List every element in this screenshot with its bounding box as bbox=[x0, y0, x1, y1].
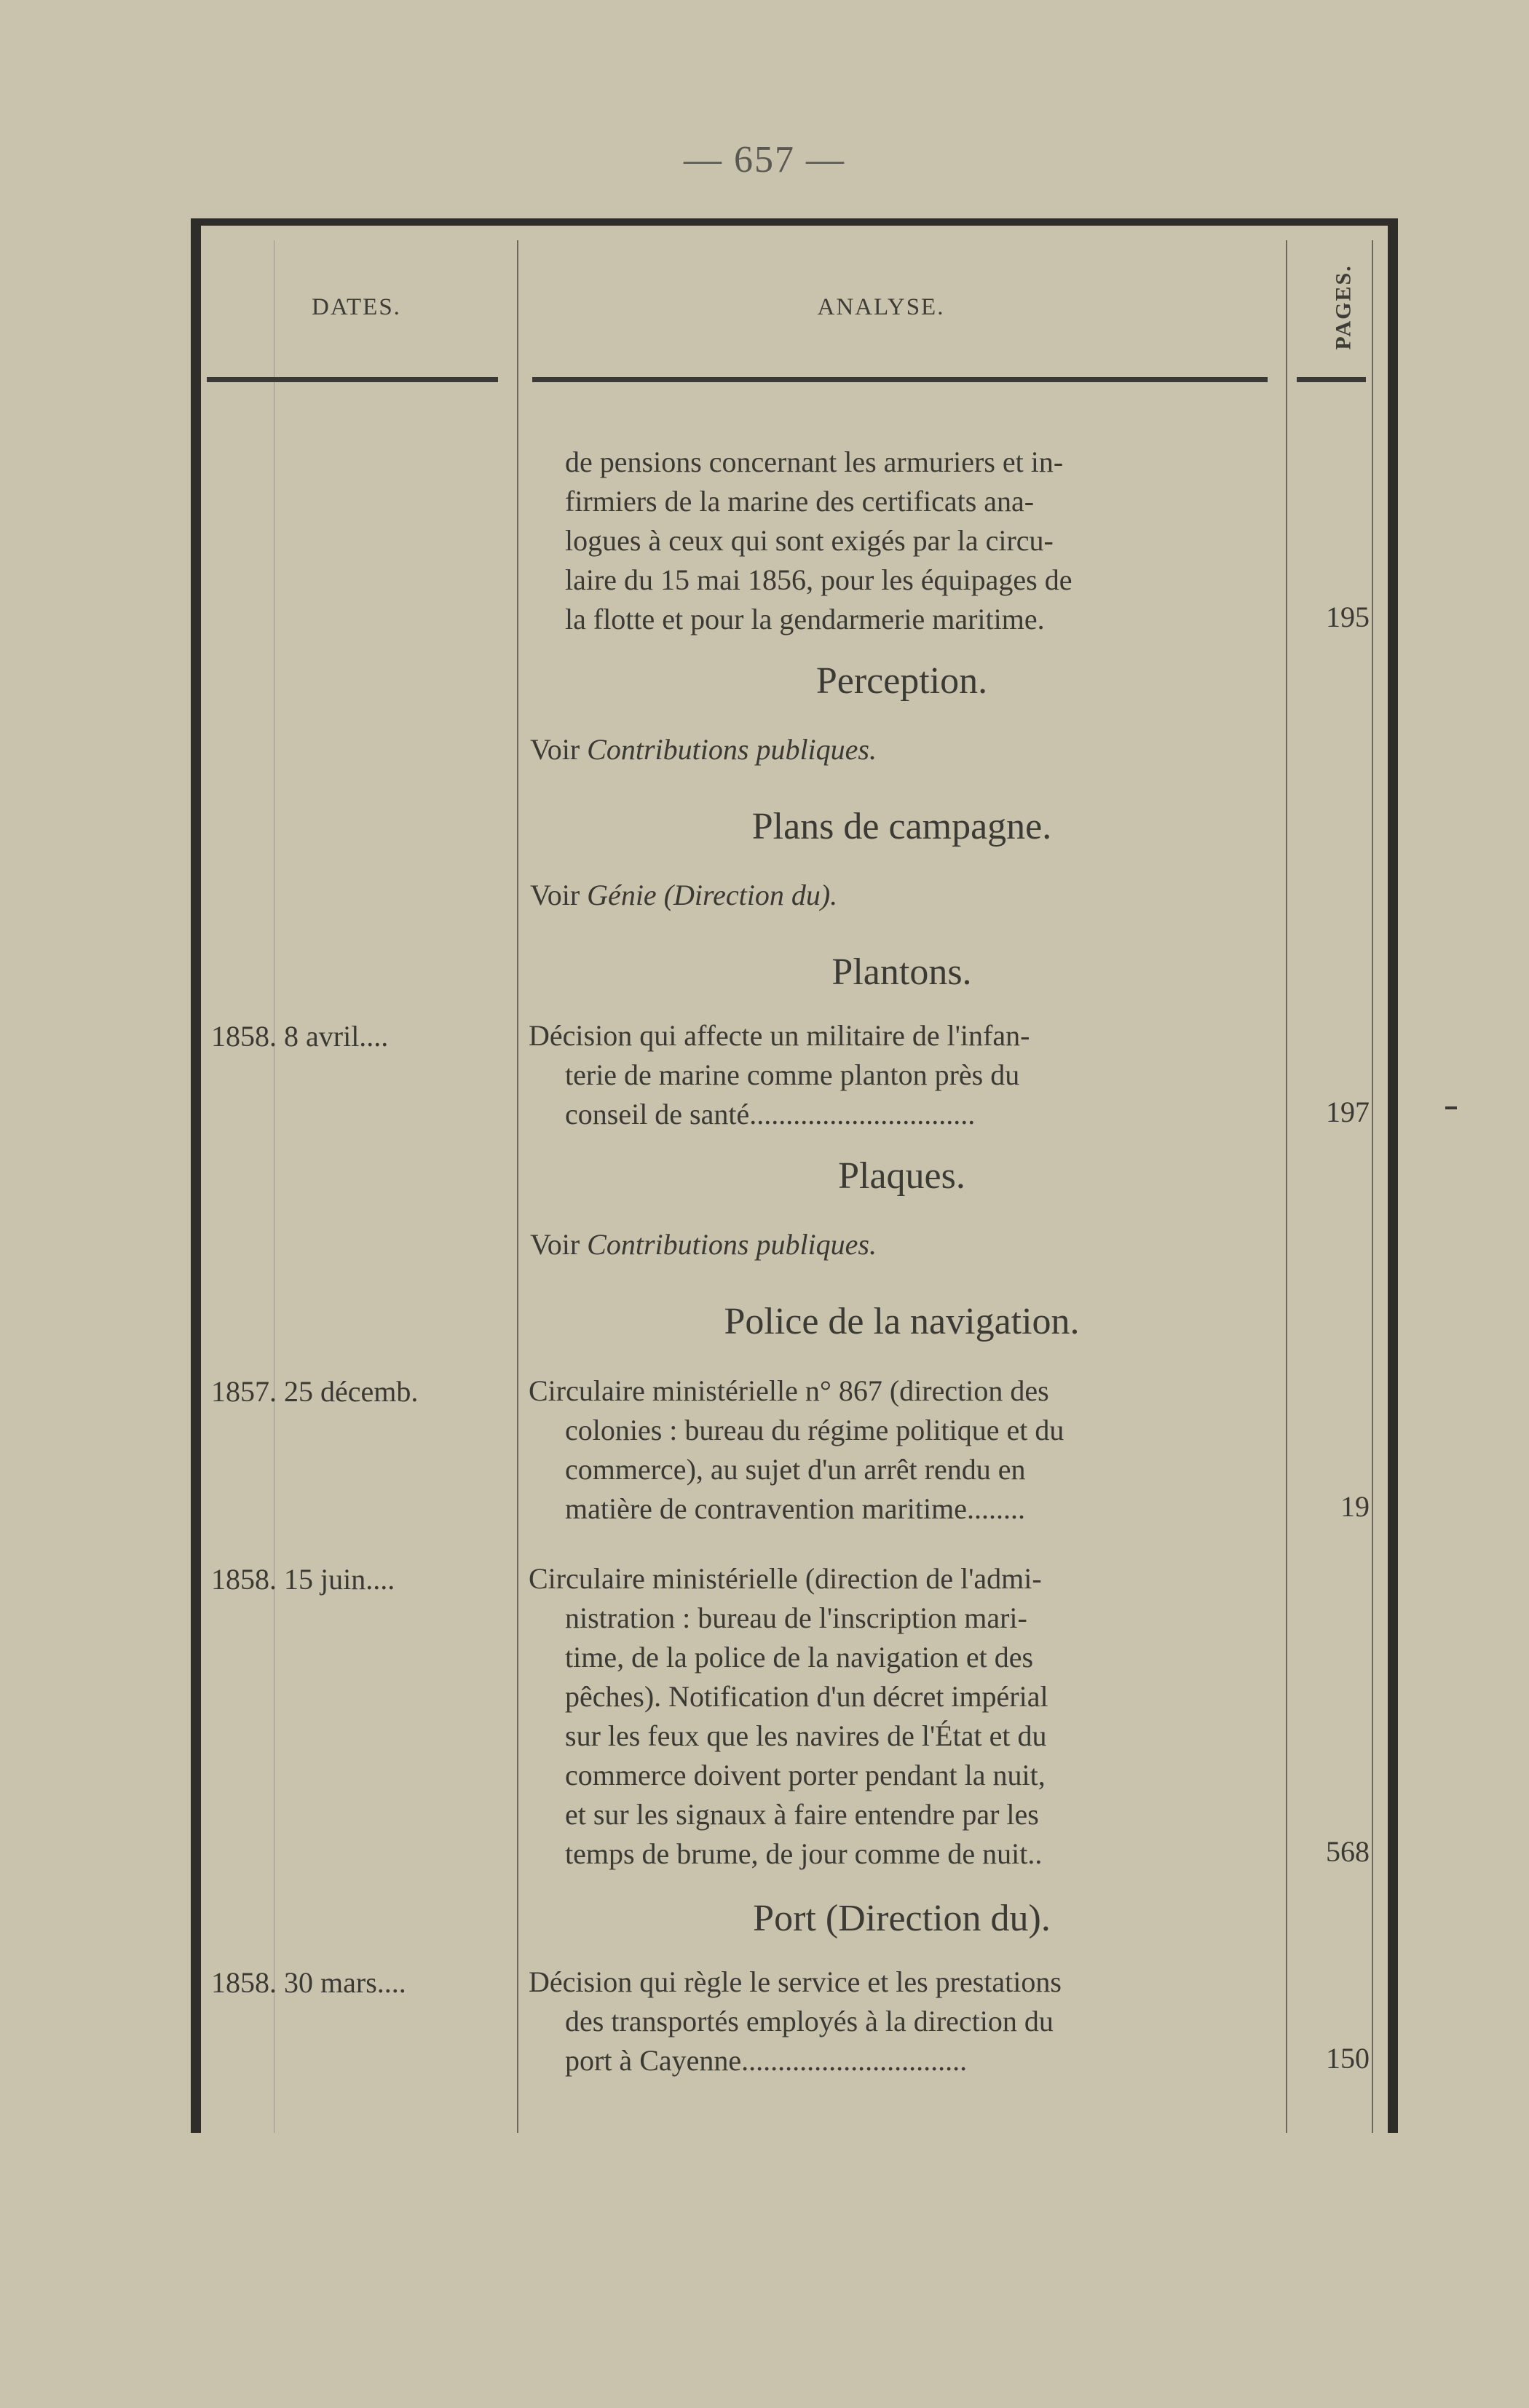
entry-date: 1858. 8 avril.... bbox=[211, 1020, 389, 1053]
section-heading: Plans de campagne. bbox=[751, 806, 1052, 847]
section-heading: Perception. bbox=[815, 660, 988, 702]
page-ref: 150 bbox=[1326, 2042, 1370, 2075]
header-rule bbox=[207, 377, 498, 382]
column-divider bbox=[1372, 240, 1373, 2133]
entry-date: 1858. 30 mars.... bbox=[211, 1966, 406, 1999]
entry-date: 1858. 15 juin.... bbox=[211, 1563, 395, 1596]
page-ref: 19 bbox=[1340, 1490, 1370, 1523]
entry-date: 1857. 25 décemb. bbox=[211, 1375, 419, 1408]
entry-text: Circulaire ministérielle (direction de l'admi- nistration : bureau de l'inscription mari- time, de la police de la navigation et des pêches). Notification d'un décret impérial sur les feux que les navires de l'État et du commerce doivent porter pendant la nuit, et sur les signaux à faire entendre par les temps de brume, de jour comme de nuit.. bbox=[529, 1562, 1048, 1870]
entry-text: Décision qui affecte un militaire de l'infan- terie de marine comme planton près du conseil de santé............................... bbox=[529, 1019, 1030, 1130]
header-rule bbox=[1297, 377, 1366, 382]
header-analyse: ANALYSE. bbox=[817, 293, 945, 320]
header-dates: DATES. bbox=[312, 293, 401, 320]
margin-mark bbox=[1445, 1106, 1457, 1109]
section-heading: Plantons. bbox=[831, 951, 972, 993]
entry-text: Circulaire ministérielle n° 867 (direction des colonies : bureau du régime politique et du commerce), au sujet d'un arrêt rendu en matière de contravention maritime........ bbox=[529, 1374, 1064, 1525]
column-divider bbox=[517, 240, 518, 2133]
header-rule bbox=[532, 377, 1268, 382]
header-pages: PAGES. bbox=[1332, 264, 1356, 350]
page-ref: 568 bbox=[1326, 1835, 1370, 1868]
page-ref: 195 bbox=[1326, 601, 1370, 633]
ledger-table bbox=[191, 218, 1398, 2133]
see-also: Voir Contributions publiques. bbox=[530, 733, 877, 766]
section-heading: Police de la navigation. bbox=[724, 1301, 1080, 1342]
entry-text: de pensions concernant les armuriers et in- firmiers de la marine des certificats ana- logues à ceux qui sont exigés par la circu- laire du 15 mai 1856, pour les équipages de la flotte et pour la gendarmerie maritime. bbox=[565, 445, 1072, 635]
see-also: Voir Génie (Direction du). bbox=[530, 879, 838, 911]
page-ref: 197 bbox=[1326, 1096, 1370, 1128]
section-heading: Port (Direction du). bbox=[753, 1898, 1051, 1939]
see-also: Voir Contributions publiques. bbox=[530, 1228, 877, 1261]
entry-text: Décision qui règle le service et les prestations des transportés employés à la direction du port à Cayenne............................... bbox=[529, 1965, 1062, 2077]
page-number: — 657 — bbox=[684, 139, 845, 181]
section-heading: Plaques. bbox=[838, 1155, 965, 1197]
